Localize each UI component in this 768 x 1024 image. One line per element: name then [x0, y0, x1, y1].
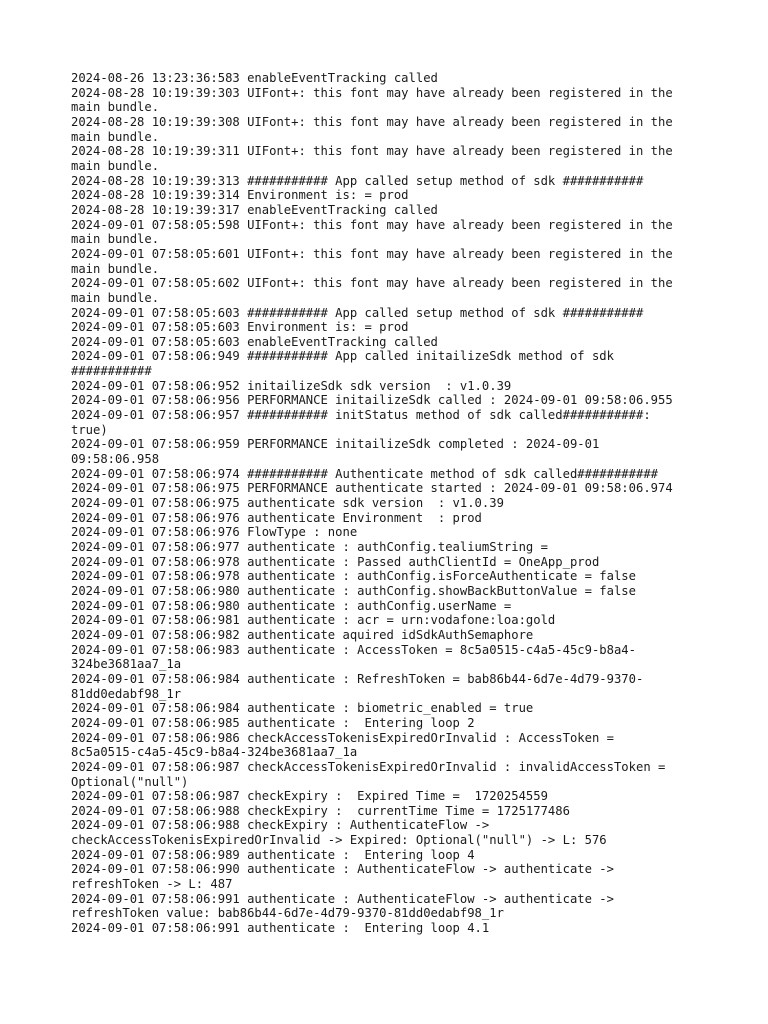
log-line: refreshToken -> L: 487: [71, 877, 233, 892]
log-line: main bundle.: [71, 158, 160, 173]
log-line: 2024-09-01 07:58:06:980 authenticate : authConfig.showBackButtonValue = false: [71, 583, 636, 598]
log-line: 2024-09-01 07:58:06:987 checkAccessTokenisExpiredOrInvalid : invalidAccessToken =: [71, 759, 666, 774]
log-line: 2024-09-01 07:58:05:603 enableEventTracking called: [71, 334, 438, 349]
log-line: 2024-08-28 10:19:39:308 UIFont+: this font may have already been registered in the: [71, 114, 673, 129]
log-line: 2024-08-26 13:23:36:583 enableEventTracking called: [71, 71, 438, 85]
log-line: 2024-09-01 07:58:06:978 authenticate : Passed authClientId = OneApp_prod: [71, 554, 600, 569]
log-line: 2024-09-01 07:58:06:984 authenticate : biometric_enabled = true: [71, 701, 534, 716]
log-line: 2024-08-28 10:19:39:303 UIFont+: this font may have already been registered in the: [71, 85, 673, 100]
log-line: 2024-09-01 07:58:06:981 authenticate : acr = urn:vodafone:loa:gold: [71, 613, 556, 628]
log-line: 2024-09-01 07:58:06:949 ########### App called initailizeSdk method of sdk: [71, 349, 614, 364]
log-line: 2024-09-01 07:58:06:957 ########### initStatus method of sdk called###########:: [71, 408, 651, 423]
log-line: 2024-09-01 07:58:06:974 ########### Authenticate method of sdk called###########: [71, 466, 658, 481]
log-line: 2024-09-01 07:58:05:598 UIFont+: this font may have already been registered in the: [71, 217, 673, 232]
log-line: 2024-09-01 07:58:06:956 PERFORMANCE initailizeSdk called : 2024-09-01 09:58:06.955: [71, 393, 673, 408]
log-line: 2024-09-01 07:58:06:952 initailizeSdk sdk version : v1.0.39: [71, 378, 512, 393]
log-line: 2024-09-01 07:58:06:977 authenticate : authConfig.tealiumString =: [71, 540, 548, 554]
log-line: ###########: [71, 364, 152, 379]
log-line: true): [71, 422, 108, 437]
log-line: 324be3681aa7_1a: [71, 657, 182, 672]
log-line: refreshToken value: bab86b44-6d7e-4d79-9370-81dd0edabf98_1r: [71, 906, 504, 921]
log-line: 2024-08-28 10:19:39:317 enableEventTracking called: [71, 202, 438, 217]
log-line: 2024-09-01 07:58:05:603 Environment is: = prod: [71, 320, 409, 335]
log-line: 2024-08-28 10:19:39:314 Environment is: = prod: [71, 188, 409, 203]
log-line: 8c5a0515-c4a5-45c9-b8a4-324be3681aa7_1a: [71, 745, 358, 760]
log-line: 2024-09-01 07:58:06:975 authenticate sdk version : v1.0.39: [71, 496, 504, 511]
log-line: 2024-08-28 10:19:39:311 UIFont+: this font may have already been registered in the: [71, 144, 673, 159]
log-line: 2024-09-01 07:58:05:602 UIFont+: this font may have already been registered in the: [71, 276, 673, 291]
log-line: 2024-09-01 07:58:06:984 authenticate : RefreshToken = bab86b44-6d7e-4d79-9370-: [71, 671, 644, 686]
log-line: 2024-09-01 07:58:06:980 authenticate : authConfig.userName =: [71, 598, 512, 613]
log-line: 2024-09-01 07:58:06:976 FlowType : none: [71, 525, 358, 540]
log-line: 2024-09-01 07:58:06:985 authenticate : Entering loop 2: [71, 715, 475, 730]
log-line: 2024-09-01 07:58:06:991 authenticate : Entering loop 4.1: [71, 921, 490, 936]
log-line: 2024-09-01 07:58:06:975 PERFORMANCE authenticate started : 2024-09-01 09:58:06.974: [71, 481, 673, 496]
log-line: 2024-09-01 07:58:06:990 authenticate : AuthenticateFlow -> authenticate ->: [71, 862, 614, 877]
log-line: 2024-09-01 07:58:06:988 checkExpiry : currentTime Time = 1725177486: [71, 803, 570, 818]
log-line: 2024-08-28 10:19:39:313 ########### App called setup method of sdk ###########: [71, 173, 644, 188]
log-line: 2024-09-01 07:58:06:982 authenticate aquired idSdkAuthSemaphore: [71, 627, 534, 642]
log-line: main bundle.: [71, 232, 160, 247]
log-line: 2024-09-01 07:58:06:987 checkExpiry : Expired Time = 1720254559: [71, 789, 548, 804]
log-document: [71, 71, 711, 936]
log-line: Optional("null"): [71, 774, 189, 789]
log-line: 2024-09-01 07:58:06:959 PERFORMANCE initailizeSdk completed : 2024-09-01: [71, 437, 600, 452]
log-line: 2024-09-01 07:58:06:983 authenticate : AccessToken = 8c5a0515-c4a5-45c9-b8a4-: [71, 642, 636, 657]
log-line: main bundle.: [71, 261, 160, 276]
log-line: main bundle.: [71, 100, 160, 115]
log-line: 81dd0edabf98_1r: [71, 686, 182, 701]
log-line: main bundle.: [71, 129, 160, 144]
log-line: main bundle.: [71, 290, 160, 305]
log-line: checkAccessTokenisExpiredOrInvalid -> Expired: Optional("null") -> L: 576: [71, 833, 607, 848]
log-line: 2024-09-01 07:58:06:978 authenticate : authConfig.isForceAuthenticate = false: [71, 569, 636, 584]
log-line: 2024-09-01 07:58:06:989 authenticate : Entering loop 4: [71, 847, 475, 862]
log-line: 2024-09-01 07:58:06:991 authenticate : AuthenticateFlow -> authenticate ->: [71, 891, 614, 906]
log-line: 2024-09-01 07:58:06:988 checkExpiry : AuthenticateFlow ->: [71, 818, 490, 833]
log-line: 2024-09-01 07:58:06:986 checkAccessTokenisExpiredOrInvalid : AccessToken =: [71, 730, 614, 745]
log-line: 2024-09-01 07:58:05:601 UIFont+: this font may have already been registered in the: [71, 246, 673, 261]
log-line: 2024-09-01 07:58:06:976 authenticate Environment : prod: [71, 510, 482, 525]
log-line: 09:58:06.958: [71, 452, 160, 467]
log-text: [71, 71, 711, 936]
log-line: 2024-09-01 07:58:05:603 ########### App called setup method of sdk ###########: [71, 305, 644, 320]
